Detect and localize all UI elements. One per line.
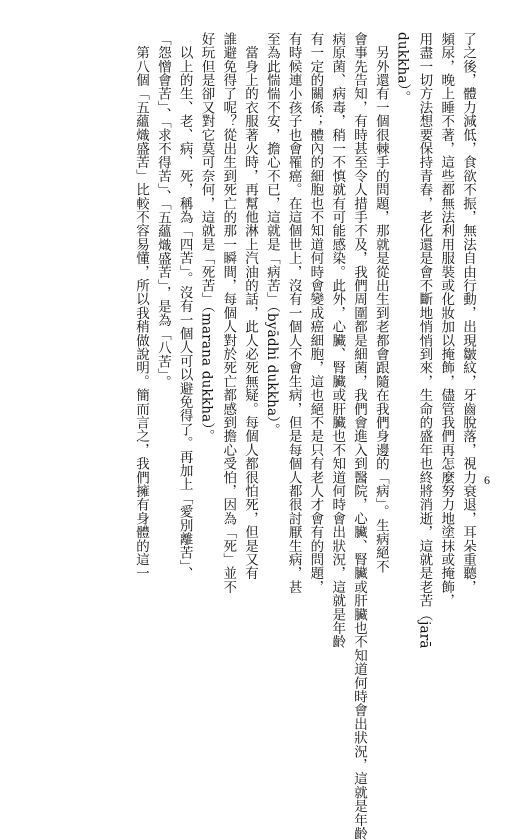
text-line: 至為此惴惴不安，擔心不已，這就是「病苦」（byādhi dukkha）。 [263,32,280,437]
text-line: 病原菌、病毒，稍一不慎就有可能感染。此外，心臟、腎臟或肝臟也不知道何時會出狀況，這就是年齡 [329,32,346,649]
text-line: 用盡一切方法想要保持青春，老化還是會不斷地悄悄到來，生命的盛年也終將消逝，這就是老苦（jarā [416,32,433,649]
text-line: 有時候連小孩子也會罹癌。在這個世上，沒有一個人不會生病，但是每個人都很討厭生病，甚 [285,32,302,594]
text-line: 當身上的衣服著火時，再幫他淋上汽油的話，此人必死無疑。每個人都很怕死，但是又有 [242,32,259,580]
text-line: 會事先告知，有時甚至令人措手不及，我們周圍都是細菌，我們會進入到醫院，心臟、腎臟或肝臟也不知道何時會出狀況，這就是年齡 [351,32,368,840]
page-number: 6 [484,473,490,487]
text-line: 好玩但是卻又對它莫可奈何，這就是「死苦」（marana dukkha）。 [198,32,215,444]
text-line: 以上的生、老、病、死，稱為「四苦」。沒有一個人可以避免得了。再加上「愛別離苦」、 [176,32,193,581]
text-line: dukkha）。 [394,32,411,105]
text-line: 另外還有一個很棘手的問題，那就是從出生到老都會跟隨在我們身邊的「病」。生病絕不 [372,32,389,574]
vertical-text-body [42,32,478,840]
text-line: 了之後，體力減低，食欲不振，無法自由行動，出現皺紋，牙齒脫落，視力衰退，耳朵重聽， [460,32,476,594]
text-line: 第八個「五蘊熾盛苦」比較不容易懂，所以我稍做說明。簡而言之，我們擁有身體的這一 [133,32,150,580]
text-line: 頻尿，晚上睡不著，這些都無法利用服裝或化妝加以掩飾，儘管我們再怎麼努力地塗抹或掩飾， [438,32,455,608]
text-line: 「怨憎會苦」、「求不得苦」、「五蘊熾盛苦」，是為「八苦」。 [154,32,171,389]
text-line: 誰避免得了呢？從出生到死亡的那一瞬間，每個人對於死亡都感到擔心受怕，因為「死」並不 [220,32,237,594]
text-line: 有一定的關係；體內的細胞也不知道何時會變成癌細胞，這也絕不是只有老人才會有的問題， [307,32,324,594]
